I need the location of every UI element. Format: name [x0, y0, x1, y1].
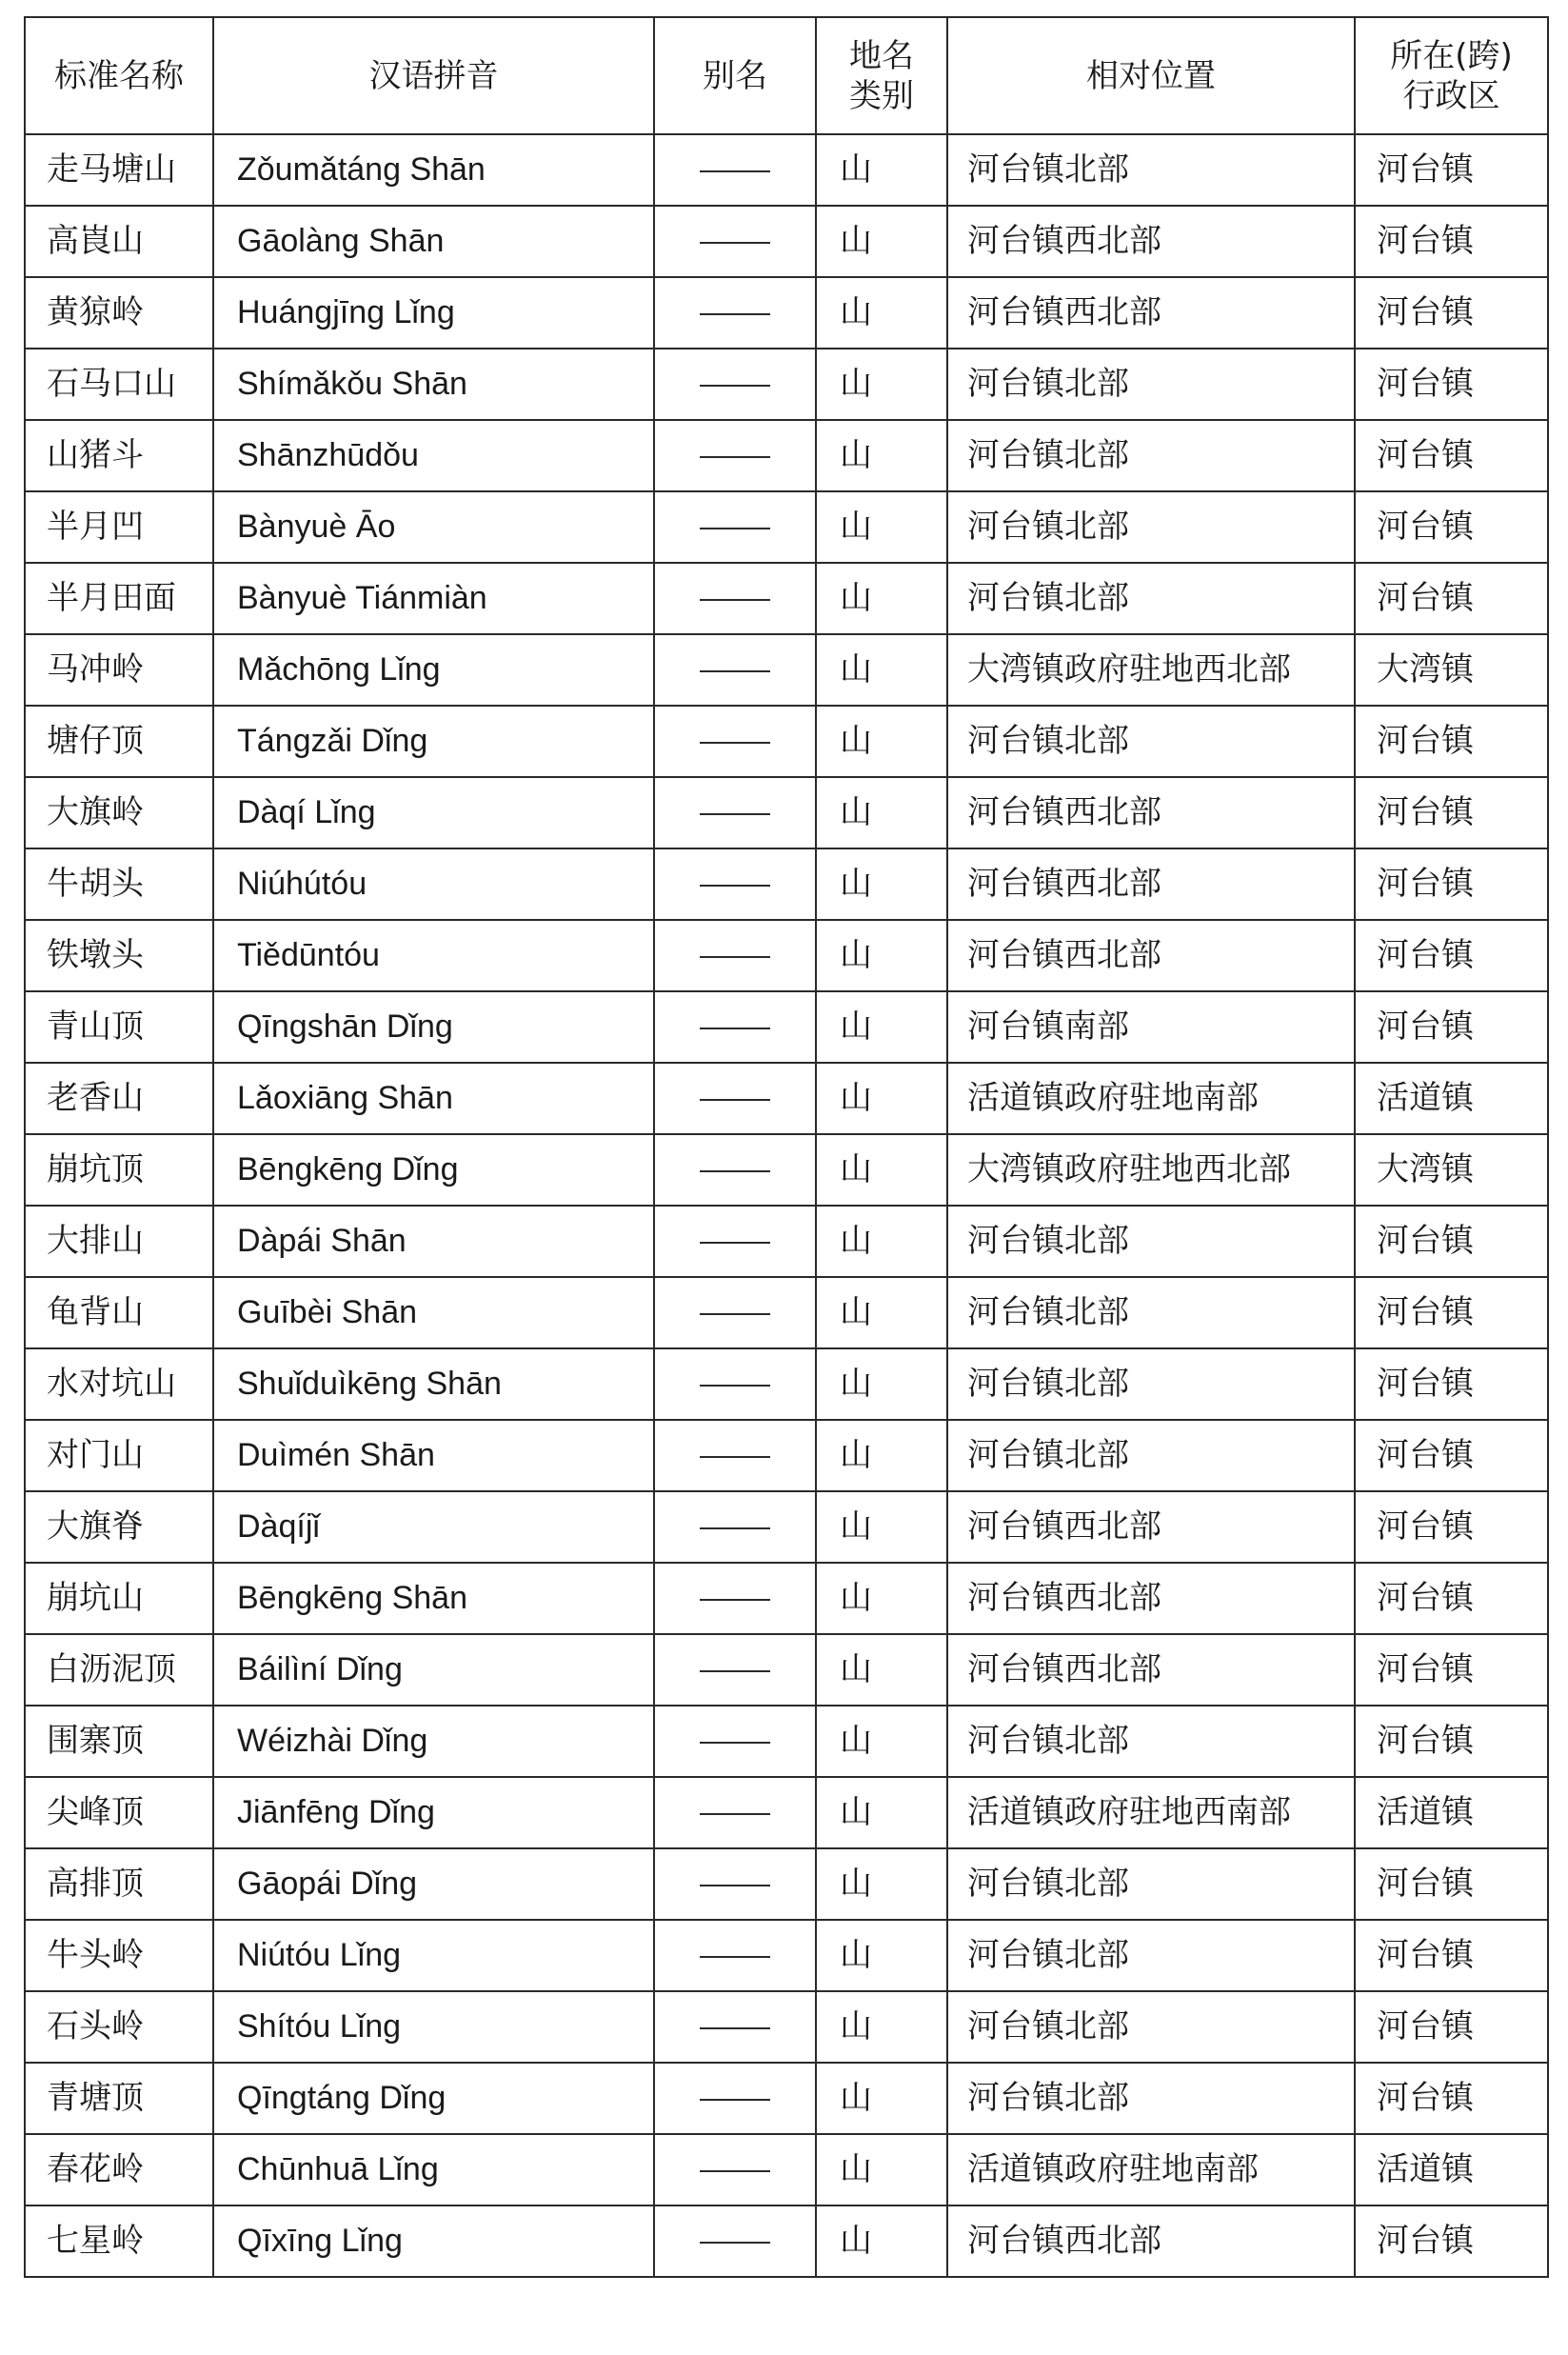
cell-relative-location: 河台镇北部 [947, 1991, 1355, 2063]
cell-alias [654, 1348, 816, 1420]
cell-category: 山 [816, 1634, 947, 1706]
cell-relative-location: 大湾镇政府驻地西北部 [947, 1134, 1355, 1206]
cell-category: 山 [816, 1277, 947, 1348]
cell-alias [654, 2063, 816, 2134]
table-row [25, 1491, 1548, 1563]
alias-empty-dash [700, 1028, 770, 1029]
cell-alias [654, 349, 816, 420]
cell-admin-region: 河台镇 [1355, 1491, 1548, 1563]
cell-admin-region: 活道镇 [1355, 1063, 1548, 1134]
cell-admin-region: 河台镇 [1355, 1206, 1548, 1277]
header-admin-region [1355, 17, 1548, 134]
cell-standard-name: 龟背山 [25, 1277, 213, 1348]
cell-relative-location: 河台镇北部 [947, 1206, 1355, 1277]
cell-standard-name: 崩坑山 [25, 1563, 213, 1634]
alias-empty-dash [700, 599, 770, 601]
cell-category: 山 [816, 1920, 947, 1991]
cell-relative-location: 河台镇北部 [947, 2063, 1355, 2134]
alias-empty-dash [700, 813, 770, 815]
cell-category: 山 [816, 420, 947, 491]
cell-relative-location: 河台镇北部 [947, 420, 1355, 491]
cell-alias [654, 206, 816, 277]
alias-empty-dash [700, 1670, 770, 1672]
alias-empty-dash [700, 1099, 770, 1101]
header-category-line1: 地名 [849, 36, 914, 75]
cell-category: 山 [816, 349, 947, 420]
cell-relative-location: 河台镇西北部 [947, 206, 1355, 277]
cell-alias [654, 420, 816, 491]
cell-admin-region: 河台镇 [1355, 991, 1548, 1063]
cell-admin-region: 河台镇 [1355, 1348, 1548, 1420]
cell-admin-region: 河台镇 [1355, 1848, 1548, 1920]
alias-empty-dash [700, 242, 770, 244]
cell-admin-region: 河台镇 [1355, 563, 1548, 634]
cell-admin-region: 河台镇 [1355, 1563, 1548, 1634]
header-pinyin: 汉语拼音 [213, 17, 654, 134]
table-row [25, 920, 1548, 991]
table-row [25, 349, 1548, 420]
cell-admin-region: 河台镇 [1355, 1420, 1548, 1491]
cell-alias [654, 1134, 816, 1206]
cell-category: 山 [816, 1491, 947, 1563]
alias-empty-dash [700, 1527, 770, 1529]
cell-standard-name: 大旗岭 [25, 777, 213, 848]
cell-pinyin: Shānzhūdǒu [213, 420, 654, 491]
cell-category: 山 [816, 1348, 947, 1420]
cell-pinyin: Wéizhài Dǐng [213, 1706, 654, 1777]
cell-standard-name: 老香山 [25, 1063, 213, 1134]
cell-admin-region: 河台镇 [1355, 848, 1548, 920]
alias-empty-dash [700, 385, 770, 387]
table-row [25, 491, 1548, 563]
cell-alias [654, 1777, 816, 1848]
header-row [25, 17, 1548, 134]
cell-admin-region: 河台镇 [1355, 777, 1548, 848]
cell-alias [654, 1848, 816, 1920]
table-row [25, 1277, 1548, 1348]
table-row [25, 1991, 1548, 2063]
cell-relative-location: 河台镇西北部 [947, 2205, 1355, 2277]
alias-empty-dash [700, 2099, 770, 2101]
cell-standard-name: 走马塘山 [25, 134, 213, 206]
cell-pinyin: Bēngkēng Shān [213, 1563, 654, 1634]
cell-standard-name: 石马口山 [25, 349, 213, 420]
cell-pinyin: Shímǎkǒu Shān [213, 349, 654, 420]
table-header [25, 17, 1548, 134]
cell-alias [654, 1491, 816, 1563]
cell-pinyin: Tiědūntóu [213, 920, 654, 991]
cell-admin-region: 河台镇 [1355, 349, 1548, 420]
cell-admin-region: 河台镇 [1355, 1634, 1548, 1706]
table-row [25, 1348, 1548, 1420]
cell-relative-location: 河台镇西北部 [947, 920, 1355, 991]
cell-pinyin: Guībèi Shān [213, 1277, 654, 1348]
cell-relative-location: 河台镇北部 [947, 1706, 1355, 1777]
cell-admin-region: 活道镇 [1355, 2134, 1548, 2205]
table-row [25, 1206, 1548, 1277]
cell-pinyin: Bēngkēng Dǐng [213, 1134, 654, 1206]
header-relative-location: 相对位置 [947, 17, 1355, 134]
cell-category: 山 [816, 1848, 947, 1920]
gazetteer-table-wrapper [24, 16, 1547, 2278]
cell-admin-region: 河台镇 [1355, 1920, 1548, 1991]
cell-pinyin: Dàqí Lǐng [213, 777, 654, 848]
alias-empty-dash [700, 1813, 770, 1815]
alias-empty-dash [700, 1170, 770, 1172]
cell-relative-location: 河台镇北部 [947, 1848, 1355, 1920]
cell-alias [654, 563, 816, 634]
cell-standard-name: 大排山 [25, 1206, 213, 1277]
cell-relative-location: 大湾镇政府驻地西北部 [947, 634, 1355, 706]
cell-category: 山 [816, 563, 947, 634]
cell-pinyin: Tángzǎi Dǐng [213, 706, 654, 777]
alias-empty-dash [700, 1885, 770, 1886]
cell-standard-name: 铁墩头 [25, 920, 213, 991]
cell-standard-name: 半月凹 [25, 491, 213, 563]
cell-relative-location: 河台镇北部 [947, 1420, 1355, 1491]
cell-standard-name: 围寨顶 [25, 1706, 213, 1777]
table-row [25, 1134, 1548, 1206]
alias-empty-dash [700, 456, 770, 458]
alias-empty-dash [700, 1385, 770, 1387]
cell-admin-region: 河台镇 [1355, 277, 1548, 349]
cell-admin-region: 河台镇 [1355, 1706, 1548, 1777]
table-row [25, 991, 1548, 1063]
alias-empty-dash [700, 1456, 770, 1458]
cell-category: 山 [816, 1563, 947, 1634]
cell-standard-name: 石头岭 [25, 1991, 213, 2063]
cell-pinyin: Zǒumǎtáng Shān [213, 134, 654, 206]
cell-pinyin: Lǎoxiāng Shān [213, 1063, 654, 1134]
cell-standard-name: 牛头岭 [25, 1920, 213, 1991]
cell-relative-location: 活道镇政府驻地南部 [947, 2134, 1355, 2205]
table-row [25, 2063, 1548, 2134]
cell-standard-name: 对门山 [25, 1420, 213, 1491]
cell-standard-name: 黄猄岭 [25, 277, 213, 349]
table-body [25, 134, 1548, 2277]
cell-relative-location: 河台镇北部 [947, 1348, 1355, 1420]
cell-pinyin: Duìmén Shān [213, 1420, 654, 1491]
alias-empty-dash [700, 670, 770, 672]
header-standard-name: 标准名称 [25, 17, 213, 134]
cell-category: 山 [816, 1777, 947, 1848]
table-row [25, 1920, 1548, 1991]
cell-admin-region: 大湾镇 [1355, 1134, 1548, 1206]
cell-standard-name: 山猪斗 [25, 420, 213, 491]
cell-alias [654, 1420, 816, 1491]
cell-standard-name: 春花岭 [25, 2134, 213, 2205]
cell-relative-location: 河台镇北部 [947, 491, 1355, 563]
cell-admin-region: 河台镇 [1355, 491, 1548, 563]
cell-category: 山 [816, 2063, 947, 2134]
alias-empty-dash [700, 956, 770, 958]
table-row [25, 2134, 1548, 2205]
cell-standard-name: 牛胡头 [25, 848, 213, 920]
cell-standard-name: 白沥泥顶 [25, 1634, 213, 1706]
cell-pinyin: Huángjīng Lǐng [213, 277, 654, 349]
cell-alias [654, 991, 816, 1063]
cell-alias [654, 1706, 816, 1777]
cell-standard-name: 大旗脊 [25, 1491, 213, 1563]
cell-standard-name: 青山顶 [25, 991, 213, 1063]
cell-category: 山 [816, 1206, 947, 1277]
table-row [25, 706, 1548, 777]
alias-empty-dash [700, 1242, 770, 1244]
table-row [25, 634, 1548, 706]
cell-standard-name: 塘仔顶 [25, 706, 213, 777]
cell-category: 山 [816, 206, 947, 277]
cell-alias [654, 1563, 816, 1634]
cell-alias [654, 277, 816, 349]
cell-pinyin: Shuǐduìkēng Shān [213, 1348, 654, 1420]
cell-alias [654, 1991, 816, 2063]
cell-category: 山 [816, 134, 947, 206]
cell-pinyin: Bànyuè Āo [213, 491, 654, 563]
cell-category: 山 [816, 491, 947, 563]
cell-alias [654, 634, 816, 706]
table-row [25, 848, 1548, 920]
table-row [25, 420, 1548, 491]
header-admin-line1: 所在(跨) [1390, 36, 1513, 75]
table-row [25, 1420, 1548, 1491]
alias-empty-dash [700, 1599, 770, 1601]
cell-relative-location: 河台镇西北部 [947, 1563, 1355, 1634]
cell-admin-region: 河台镇 [1355, 1277, 1548, 1348]
cell-alias [654, 848, 816, 920]
cell-admin-region: 河台镇 [1355, 920, 1548, 991]
cell-category: 山 [816, 1134, 947, 1206]
cell-alias [654, 491, 816, 563]
cell-relative-location: 河台镇北部 [947, 706, 1355, 777]
cell-pinyin: Jiānfēng Dǐng [213, 1777, 654, 1848]
cell-alias [654, 1634, 816, 1706]
cell-alias [654, 777, 816, 848]
cell-relative-location: 活道镇政府驻地西南部 [947, 1777, 1355, 1848]
header-category-line2: 类别 [849, 76, 914, 115]
table-row [25, 277, 1548, 349]
cell-standard-name: 尖峰顶 [25, 1777, 213, 1848]
cell-standard-name: 青塘顶 [25, 2063, 213, 2134]
cell-admin-region: 河台镇 [1355, 134, 1548, 206]
alias-empty-dash [700, 885, 770, 887]
alias-empty-dash [700, 2170, 770, 2172]
alias-empty-dash [700, 528, 770, 529]
cell-category: 山 [816, 848, 947, 920]
cell-relative-location: 河台镇北部 [947, 134, 1355, 206]
cell-category: 山 [816, 1063, 947, 1134]
cell-pinyin: Báilìní Dǐng [213, 1634, 654, 1706]
cell-relative-location: 河台镇北部 [947, 1920, 1355, 1991]
cell-pinyin: Bànyuè Tiánmiàn [213, 563, 654, 634]
cell-admin-region: 河台镇 [1355, 420, 1548, 491]
cell-category: 山 [816, 2134, 947, 2205]
cell-standard-name: 崩坑顶 [25, 1134, 213, 1206]
cell-admin-region: 河台镇 [1355, 706, 1548, 777]
cell-pinyin: Dàpái Shān [213, 1206, 654, 1277]
cell-relative-location: 河台镇北部 [947, 1277, 1355, 1348]
cell-pinyin: Shítóu Lǐng [213, 1991, 654, 2063]
table-row [25, 206, 1548, 277]
cell-relative-location: 河台镇西北部 [947, 1491, 1355, 1563]
cell-alias [654, 1920, 816, 1991]
cell-admin-region: 活道镇 [1355, 1777, 1548, 1848]
cell-category: 山 [816, 777, 947, 848]
cell-standard-name: 水对坑山 [25, 1348, 213, 1420]
table-row [25, 1706, 1548, 1777]
cell-standard-name: 马冲岭 [25, 634, 213, 706]
cell-relative-location: 河台镇北部 [947, 349, 1355, 420]
cell-relative-location: 河台镇西北部 [947, 277, 1355, 349]
cell-admin-region: 大湾镇 [1355, 634, 1548, 706]
cell-admin-region: 河台镇 [1355, 2063, 1548, 2134]
cell-category: 山 [816, 277, 947, 349]
table-row [25, 1563, 1548, 1634]
cell-pinyin: Gāopái Dǐng [213, 1848, 654, 1920]
cell-category: 山 [816, 1991, 947, 2063]
cell-relative-location: 河台镇南部 [947, 991, 1355, 1063]
cell-pinyin: Gāolàng Shān [213, 206, 654, 277]
cell-standard-name: 半月田面 [25, 563, 213, 634]
alias-empty-dash [700, 1742, 770, 1744]
table-row [25, 1777, 1548, 1848]
cell-category: 山 [816, 991, 947, 1063]
cell-standard-name: 高崀山 [25, 206, 213, 277]
cell-alias [654, 1206, 816, 1277]
header-category [816, 17, 947, 134]
alias-empty-dash [700, 2027, 770, 2029]
cell-pinyin: Niúhútóu [213, 848, 654, 920]
alias-empty-dash [700, 1956, 770, 1958]
table-row [25, 1848, 1548, 1920]
cell-admin-region: 河台镇 [1355, 206, 1548, 277]
cell-relative-location: 河台镇西北部 [947, 848, 1355, 920]
cell-relative-location: 河台镇北部 [947, 563, 1355, 634]
cell-category: 山 [816, 920, 947, 991]
table-row [25, 777, 1548, 848]
header-alias: 别名 [654, 17, 816, 134]
table-row [25, 134, 1548, 206]
alias-empty-dash [700, 742, 770, 744]
cell-category: 山 [816, 634, 947, 706]
cell-alias [654, 920, 816, 991]
cell-pinyin: Chūnhuā Lǐng [213, 2134, 654, 2205]
cell-pinyin: Dàqíjǐ [213, 1491, 654, 1563]
cell-pinyin: Mǎchōng Lǐng [213, 634, 654, 706]
cell-relative-location: 河台镇西北部 [947, 777, 1355, 848]
cell-pinyin: Qīngtáng Dǐng [213, 2063, 654, 2134]
cell-category: 山 [816, 2205, 947, 2277]
cell-alias [654, 1277, 816, 1348]
cell-alias [654, 1063, 816, 1134]
place-name-table [24, 16, 1549, 2278]
cell-category: 山 [816, 1420, 947, 1491]
cell-category: 山 [816, 706, 947, 777]
cell-alias [654, 134, 816, 206]
table-row [25, 1634, 1548, 1706]
cell-alias [654, 2205, 816, 2277]
cell-alias [654, 706, 816, 777]
cell-pinyin: Qīxīng Lǐng [213, 2205, 654, 2277]
cell-standard-name: 七星岭 [25, 2205, 213, 2277]
header-admin-line2: 行政区 [1402, 76, 1500, 115]
cell-admin-region: 河台镇 [1355, 1991, 1548, 2063]
cell-relative-location: 活道镇政府驻地南部 [947, 1063, 1355, 1134]
alias-empty-dash [700, 313, 770, 315]
cell-admin-region: 河台镇 [1355, 2205, 1548, 2277]
cell-standard-name: 高排顶 [25, 1848, 213, 1920]
table-row [25, 2205, 1548, 2277]
table-row [25, 563, 1548, 634]
cell-relative-location: 河台镇西北部 [947, 1634, 1355, 1706]
cell-category: 山 [816, 1706, 947, 1777]
table-row [25, 1063, 1548, 1134]
cell-alias [654, 2134, 816, 2205]
cell-pinyin: Niútóu Lǐng [213, 1920, 654, 1991]
alias-empty-dash [700, 2242, 770, 2244]
cell-pinyin: Qīngshān Dǐng [213, 991, 654, 1063]
alias-empty-dash [700, 1313, 770, 1315]
alias-empty-dash [700, 170, 770, 172]
